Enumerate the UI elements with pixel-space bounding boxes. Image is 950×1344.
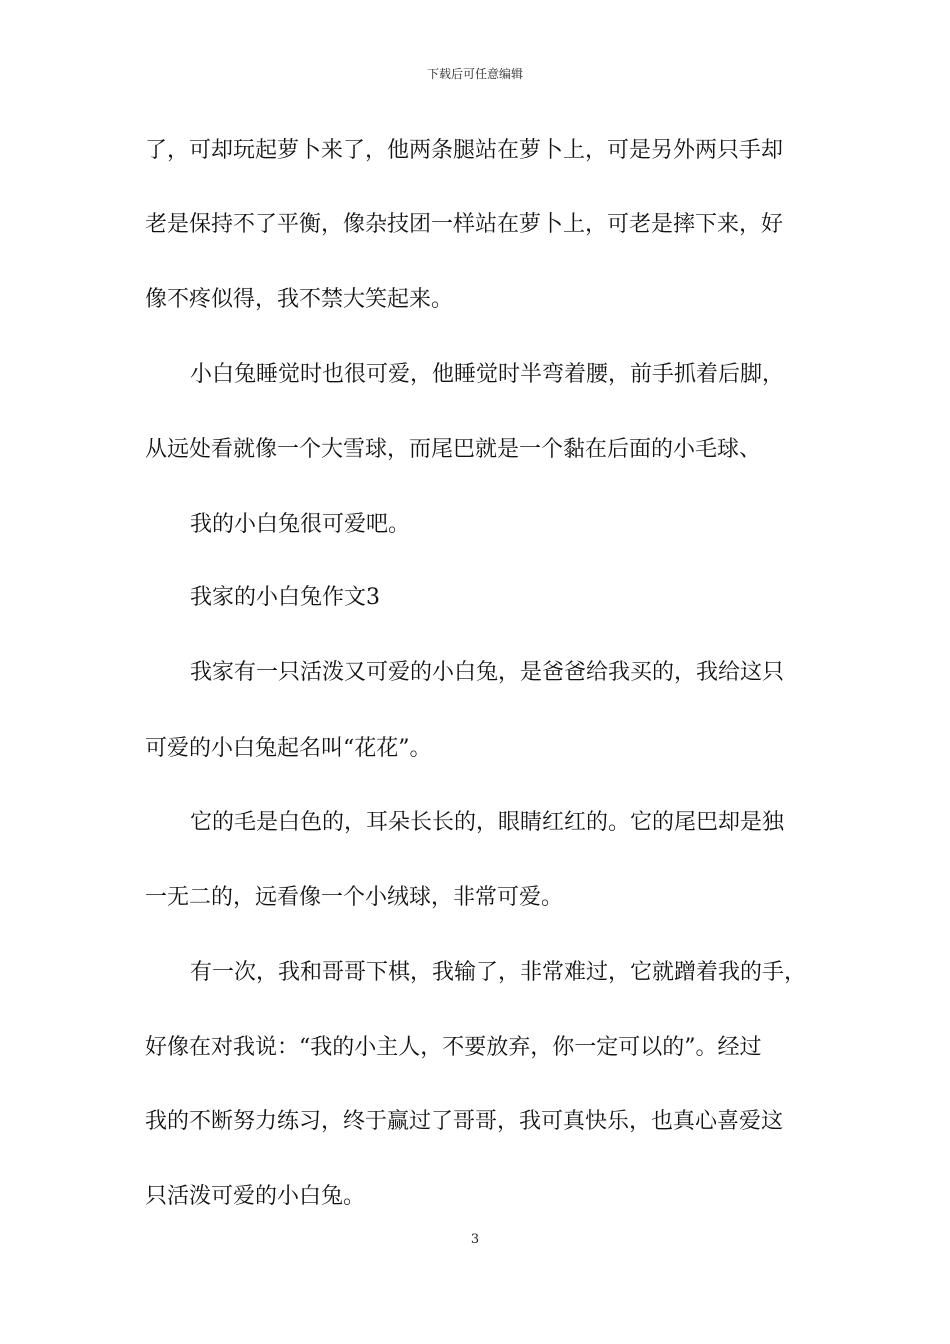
- text-line-15: 只活泼可爱的小白兔。: [145, 1184, 366, 1209]
- text-line-13: 好像在对我说：“我的小主人，不要放弃，你一定可以的”。经过: [145, 1035, 762, 1060]
- text-line-2: 老是保持不了平衡，像杂技团一样站在萝卜上，可老是摔下来，好: [145, 212, 784, 237]
- text-line-14: 我的不断努力练习，终于赢过了哥哥，我可真快乐，也真心喜爱这: [145, 1109, 784, 1134]
- text-line-9: 可爱的小白兔起名叫“花花”。: [145, 736, 432, 761]
- text-line-8: 我家有一只活泼又可爱的小白兔，是爸爸给我买的，我给这只: [190, 660, 785, 685]
- text-line-6: 我的小白兔很可爱吧。: [190, 512, 411, 537]
- text-line-12: 有一次，我和哥哥下棋，我输了，非常难过，它就蹭着我的手，: [190, 960, 807, 985]
- section-title: 我家的小白兔作文3: [190, 585, 380, 610]
- text-line-4: 小白兔睡觉时也很可爱，他睡觉时半弯着腰，前手抓着后脚，: [190, 362, 785, 387]
- page-number: 3: [470, 1232, 480, 1247]
- text-line-11: 一无二的，远看像一个小绒球，非常可爱。: [145, 885, 564, 910]
- text-line-1: 了，可却玩起萝卜来了，他两条腿站在萝卜上，可是另外两只手却: [145, 138, 784, 163]
- text-line-5: 从远处看就像一个大雪球，而尾巴就是一个黏在后面的小毛球、: [145, 437, 762, 462]
- page-header: 下载后可任意编辑: [426, 67, 523, 81]
- text-line-10: 它的毛是白色的，耳朵长长的，眼睛红红的。它的尾巴却是独: [190, 810, 785, 835]
- text-line-3: 像不疼似得，我不禁大笑起来。: [145, 287, 454, 312]
